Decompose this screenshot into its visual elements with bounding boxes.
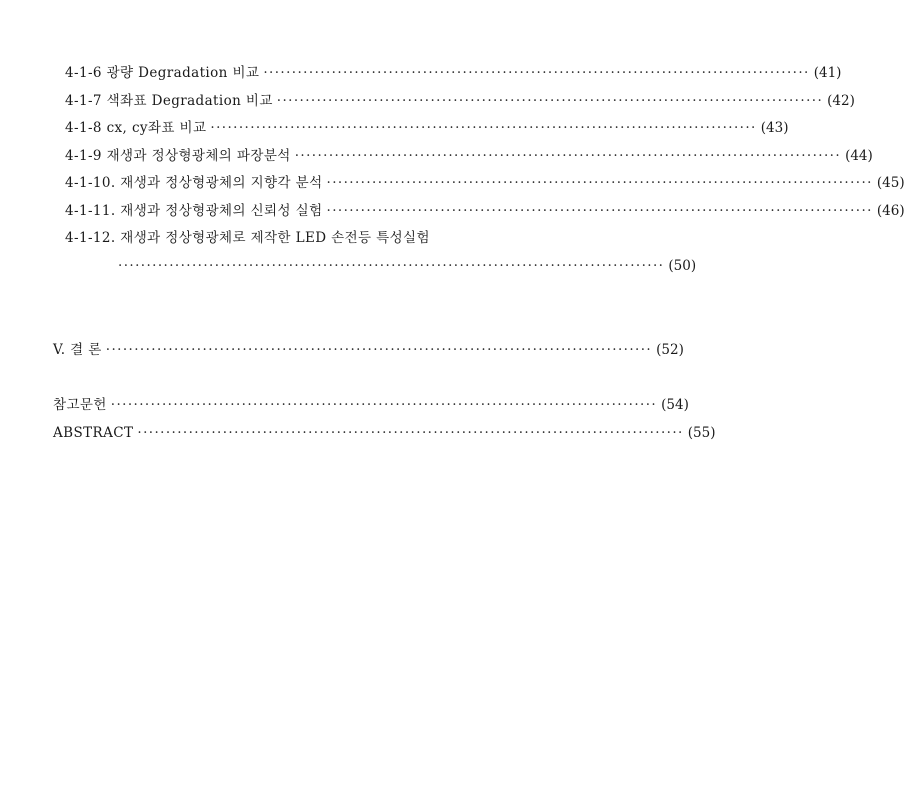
toc-entry-4-1-8 (65, 119, 789, 137)
toc-entry-label: ABSTRACT (53, 425, 134, 441)
toc-entry-4-1-7 (65, 92, 855, 110)
toc-entry-4-1-12-continuation (118, 257, 697, 275)
toc-entry-references (53, 396, 689, 414)
toc-leader-dots: ································································································ (294, 148, 842, 164)
toc-page-number: (41) (813, 65, 842, 81)
toc-entry-label: 4-1-6 광량 Degradation 비교 (65, 65, 260, 81)
toc-entry-4-1-10 (65, 174, 905, 192)
toc-leader-dots: ································································································ (137, 425, 684, 441)
toc-leader-dots: ································································································ (210, 120, 757, 136)
toc-leader-dots: ································································································ (118, 258, 665, 274)
toc-entry-label: 4-1-7 색좌표 Degradation 비교 (65, 93, 273, 109)
toc-entry-label: 참고문헌 (53, 397, 107, 413)
toc-entry-abstract (53, 424, 716, 442)
toc-page-number: (43) (760, 120, 789, 136)
toc-entry-4-1-6 (65, 64, 842, 82)
toc-leader-dots: ································································································ (276, 93, 824, 109)
toc-entry-label: 4-1-11. 재생과 정상형광체의 신뢰성 실험 (65, 203, 323, 219)
toc-entry-4-1-12 (65, 229, 505, 247)
toc-page-number: (46) (876, 203, 905, 219)
toc-entry-4-1-11 (65, 202, 905, 220)
toc-entry-label: 4-1-8 cx, cy좌표 비교 (65, 120, 207, 136)
toc-leader-dots: ································································································ (326, 203, 873, 219)
toc-page-number: (55) (687, 425, 716, 441)
toc-entry-label: 4-1-12. 재생과 정상형광체로 제작한 LED 손전등 특성실험 (65, 230, 430, 246)
toc-page-number: (44) (845, 148, 873, 164)
toc-entry-4-1-9 (65, 147, 873, 165)
toc-entry-chapter-5 (53, 341, 684, 359)
toc-leader-dots: ································································································ (110, 397, 658, 413)
toc-page-number: (42) (827, 93, 855, 109)
toc-entry-label: 4-1-10. 재생과 정상형광체의 지향각 분석 (65, 175, 323, 191)
toc-leader-dots: ································································································ (263, 65, 810, 81)
toc-entry-label: V. 결 론 (53, 342, 102, 358)
toc-page-number: (50) (668, 258, 697, 274)
toc-page-number: (52) (656, 342, 684, 358)
toc-leader-dots: ································································································ (105, 342, 653, 358)
toc-leader-dots: ································································································ (326, 175, 873, 191)
toc-page-number: (45) (876, 175, 905, 191)
toc-entry-label: 4-1-9 재생과 정상형광체의 파장분석 (65, 148, 291, 164)
toc-page-number: (54) (661, 397, 689, 413)
